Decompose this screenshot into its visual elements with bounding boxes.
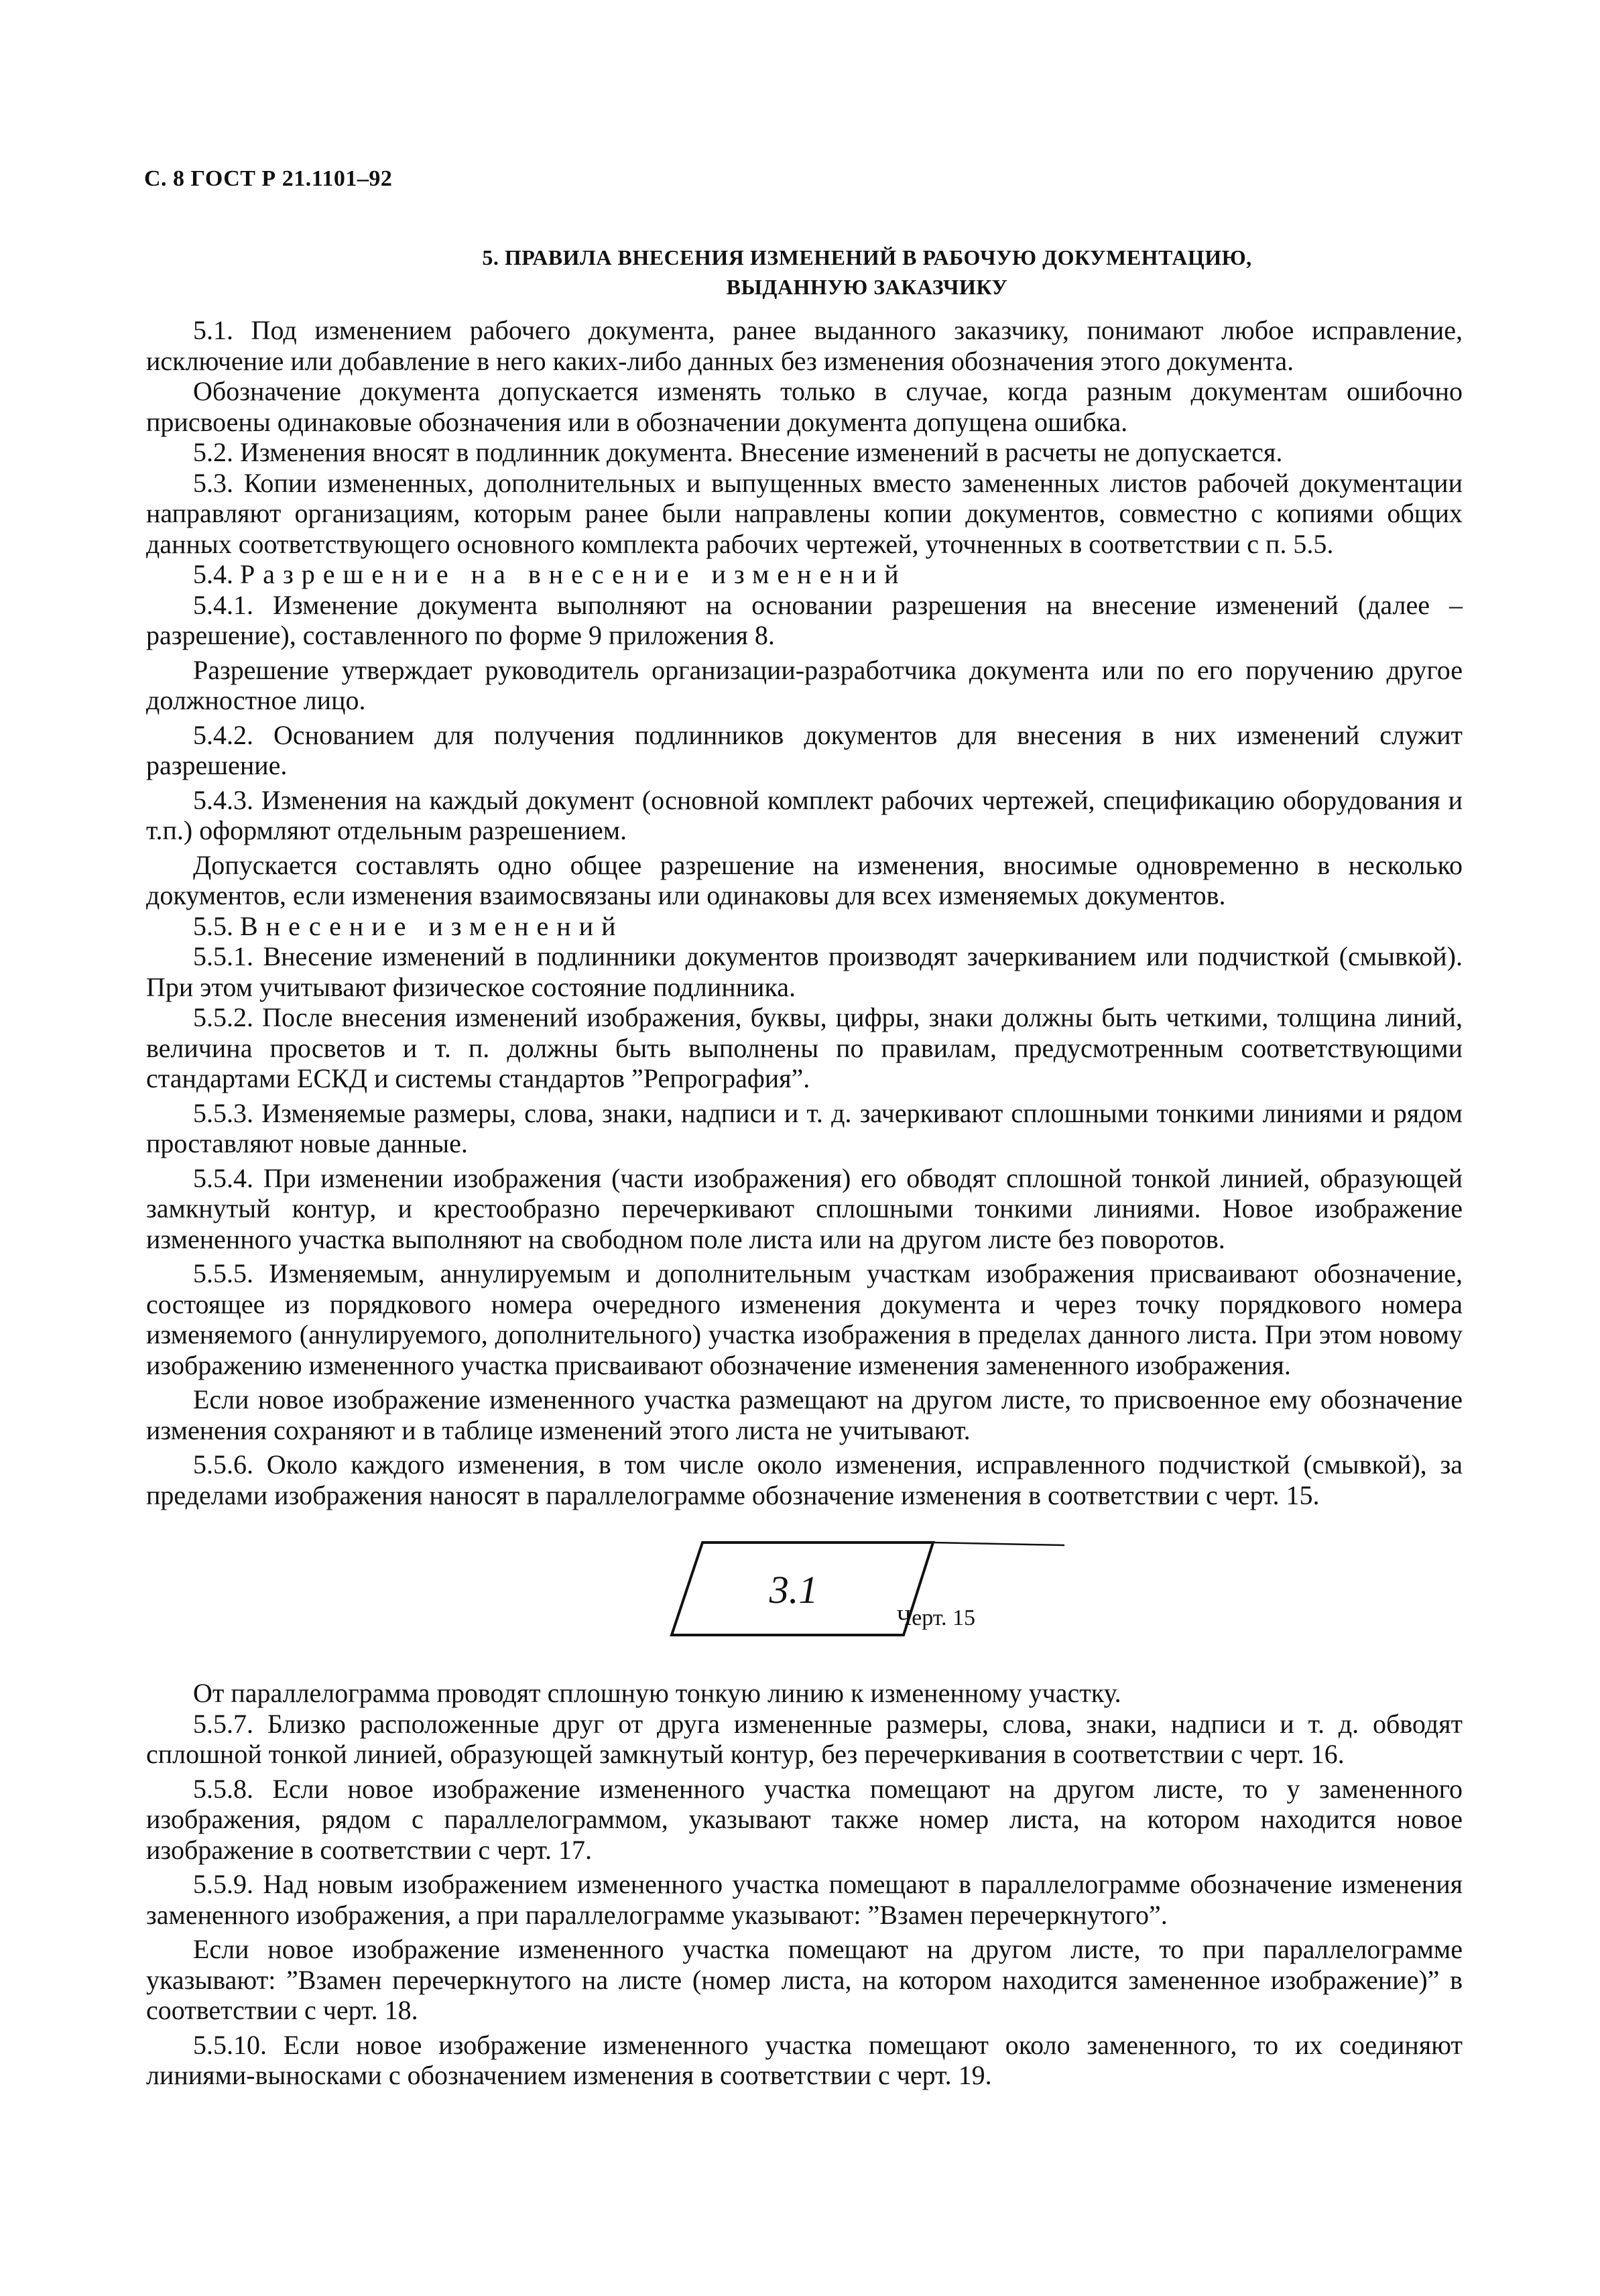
paragraph-5-5-6: 5.5.6. Около каждого изменения, в том числе около изменения, исправленного подчисткой (смывкой), за пределами изображения наносят в параллелограмме обозначение изменения в соответствии с черт. 15.	[146, 1449, 1463, 1510]
subsection-5-5-number: 5.5.	[193, 910, 233, 941]
paragraph-5-5-5-continued: Если новое изображение измененного участка размещают на другом листе, то присвоенное ему обозначение изменения сохраняют и в таблице изменений этого листа не учитывают.	[146, 1384, 1463, 1445]
paragraph-5-5-7: 5.5.7. Близко расположенные друг от друга измененные размеры, слова, знаки, надписи и т. д. обводят сплошной тонкой линией, образующей замкнутый контур, без перечеркивания в соответствии с черт. 16.	[146, 1708, 1463, 1769]
section-title	[0, 243, 1600, 302]
section-title-line-1: 5. ПРАВИЛА ВНЕСЕНИЯ ИЗМЕНЕНИЙ В РАБОЧУЮ ДОКУМЕНТАЦИЮ,	[482, 245, 1252, 269]
subsection-5-4-title: Разрешение на внесение изменений	[240, 559, 907, 589]
page-header: С. 8 ГОСТ Р 21.1101–92	[144, 166, 393, 191]
paragraph-5-3: 5.3. Копии измененных, дополнительных и выпущенных вместо замененных листов рабочей документации направляют организациям, которым ранее были направлены копии документов, совместно с копиями общих данных соответствующего основного комплекта рабочих чертежей, уточненных в соответствии с п. 5.5.	[146, 467, 1463, 559]
paragraph-5-4-1-continued: Разрешение утверждает руководитель организации-разработчика документа или по его поручению другое должностное лицо.	[146, 654, 1463, 715]
leader-line	[933, 1543, 1064, 1545]
paragraph-5-4-1: 5.4.1. Изменение документа выполняют на основании разрешения на внесение изменений (далее – разрешение), составленного по форме 9 приложения 8.	[146, 589, 1463, 650]
subsection-5-5-title: Внесение изменений	[240, 910, 624, 941]
paragraph-5-5-8: 5.5.8. Если новое изображение измененного участка помещают на другом листе, то у замененного изображения, рядом с параллелограммом, указывают также номер листа, на котором находится новое изображение в соответствии с черт. 17.	[146, 1773, 1463, 1865]
paragraph-5-1-continued: Обозначение документа допускается изменять только в случае, когда разным документам ошибочно присвоены одинаковые обозначения или в обозначении документа допущена ошибка.	[146, 376, 1463, 437]
paragraph-5-4-3: 5.4.3. Изменения на каждый документ (основной комплект рабочих чертежей, спецификацию оборудования и т.п.) оформляют отдельным разрешением.	[146, 784, 1463, 845]
paragraph-5-5-5: 5.5.5. Изменяемым, аннулируемым и дополнительным участкам изображения присваивают обозначение, состоящее из порядкового номера очередного изменения документа и через точку порядкового номера изменяемого (аннулируемого, дополнительного) участка изображения в пределах данного листа. При этом новому изображению измененного участка присваивают обозначение изменения замененного изображения.	[146, 1258, 1463, 1380]
change-parallelogram-figure	[595, 1524, 1105, 1671]
subsection-5-4-heading	[146, 559, 1463, 590]
subsection-5-5-heading	[146, 911, 1463, 942]
paragraph-after-figure: От параллелограмма проводят сплошную тонкую линию к измененному участку.	[193, 1678, 1121, 1708]
paragraph-5-5-3: 5.5.3. Изменяемые размеры, слова, знаки, надписи и т. д. зачеркивают сплошными тонкими линиями и рядом проставляют новые данные.	[146, 1097, 1463, 1158]
paragraph-5-5-9: 5.5.9. Над новым изображением измененного участка помещают в параллелограмме обозначение изменения замененного изображения, а при параллелограмме указывают: ”Взамен перечеркнутого”.	[146, 1869, 1463, 1930]
paragraph-5-4-2: 5.4.2. Основанием для получения подлинников документов для внесения в них изменений служит разрешение.	[146, 719, 1463, 780]
paragraph-5-5-1: 5.5.1. Внесение изменений в подлинники документов производят зачеркиванием или подчисткой (смывкой). При этом учитывают физическое состояние подлинника.	[146, 941, 1463, 1002]
paragraph-5-5-4: 5.5.4. При изменении изображения (части изображения) его обводят сплошной тонкой линией, образующей замкнутый контур, и крестообразно перечеркивают сплошными тонкими линиями. Новое изображение измененного участка выполняют на свободном поле листа или на другом листе без поворотов.	[146, 1162, 1463, 1254]
figure-caption: Черт. 15	[897, 1606, 976, 1630]
section-title-line-2: ВЫДАННУЮ ЗАКАЗЧИКУ	[726, 275, 1008, 299]
document-body	[146, 315, 1463, 2091]
paragraph-5-4-3-continued: Допускается составлять одно общее разрешение на изменения, вносимые одновременно в несколько документов, если изменения взаимосвязаны или одинаковы для всех изменяемых документов.	[146, 849, 1463, 910]
paragraph-5-1: 5.1. Под изменением рабочего документа, ранее выданного заказчику, понимают любое исправление, исключение или добавление в него каких-либо данных без изменения обозначения этого документа.	[146, 315, 1463, 376]
paragraph-5-5-2: 5.5.2. После внесения изменений изображения, буквы, цифры, знаки должны быть четкими, толщина линий, величина просветов и т. п. должны быть выполнены по правилам, предусмотренным соответствующими стандартами ЕСКД и системы стандартов ”Репрография”.	[146, 1002, 1463, 1093]
paragraph-5-2: 5.2. Изменения вносят в подлинник документа. Внесение изменений в расчеты не допускается.	[193, 437, 1283, 467]
paragraph-5-5-10: 5.5.10. Если новое изображение измененного участка помещают около замененного, то их соединяют линиями-выносками с обозначением изменения в соответствии с черт. 19.	[146, 2029, 1463, 2090]
figure-15	[146, 1524, 1463, 1671]
change-label: 3.1	[769, 1568, 818, 1612]
paragraph-5-5-9-continued: Если новое изображение измененного участка помещают на другом листе, то при параллелограмме указывают: ”Взамен перечеркнутого на листе (номер листа, на котором находится замененное изображение)” в соответствии с черт. 18.	[146, 1934, 1463, 2025]
subsection-5-4-number: 5.4.	[193, 559, 233, 589]
